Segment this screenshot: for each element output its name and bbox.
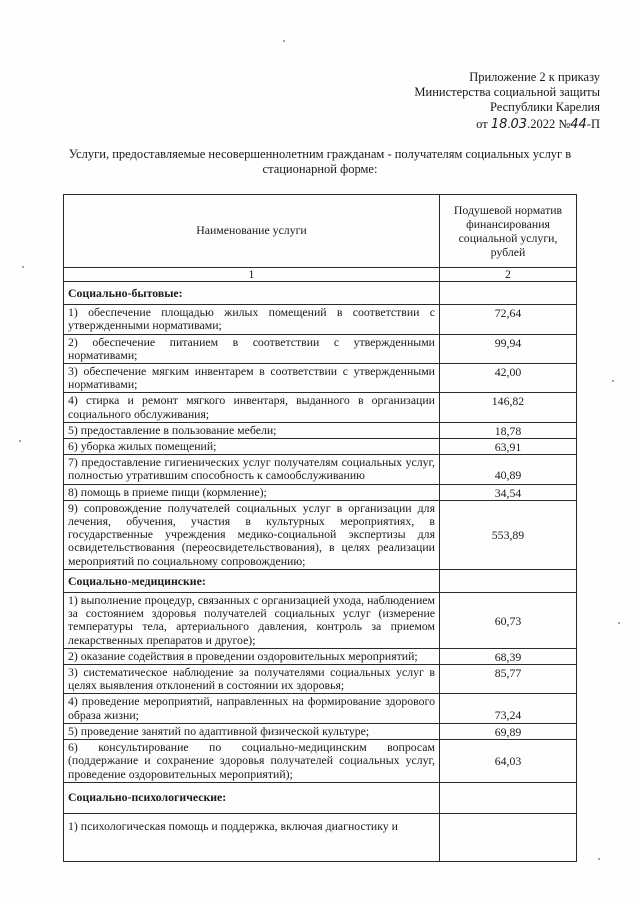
table-row (64, 305, 577, 334)
scan-speck (598, 858, 600, 860)
service-value: 72,64 (440, 305, 577, 334)
section-header-row (64, 569, 577, 592)
table-row (64, 665, 577, 694)
service-name: 9) сопровождение получателей социальных услуг в организации для лечения, обучения, участия в культурных мероприятиях, в государственные учреждения медико-социальной экспертизы для освидетельствования (переосвидетельствования), в целях реализации мероприятий по социальному сопровождению; (64, 500, 440, 569)
table-row (64, 484, 577, 500)
table-row (64, 455, 577, 484)
services-table (63, 194, 577, 862)
column-number: 1 (64, 268, 440, 282)
section-title: Социально-бытовые: (64, 282, 440, 305)
order-number: 44 (570, 117, 587, 132)
service-name: 4) проведение мероприятий, направленных на формирование здорового образа жизни; (64, 694, 440, 723)
service-value: 60,73 (440, 593, 577, 649)
table-row (64, 813, 577, 861)
service-value: 68,39 (440, 648, 577, 664)
table-row (64, 393, 577, 422)
date-year: .2022 № (527, 117, 571, 131)
service-name: 1) выполнение процедур, связанных с организацией ухода, наблюдением за состоянием здоровья получателей социальных услуг (измерение температуры тела, артериального давления, контроль за приемом лекарственных препаратов и другое); (64, 593, 440, 649)
date-prefix: от (476, 117, 488, 131)
date-day: 18 (490, 117, 508, 132)
service-value: 34,54 (440, 484, 577, 500)
scan-speck (22, 266, 24, 268)
table-row (64, 723, 577, 739)
scan-speck (283, 40, 285, 42)
service-name: 7) предоставление гигиенических услуг получателям социальных услуг, полностью утратившим способность к самообслуживанию (64, 455, 440, 484)
republic-line: Республики Карелия (489, 100, 600, 114)
table-row (64, 500, 577, 569)
section-header-row (64, 782, 577, 813)
document-title: Услуги, предоставляемые несовершеннолетним гражданам - получателям социальных услуг в стационарной форме: (68, 147, 572, 176)
section-title: Социально-психологические: (64, 782, 440, 813)
table-row (64, 334, 577, 363)
column-header-service-name: Наименование услуги (64, 195, 440, 268)
service-name: 2) оказание содействия в проведении оздоровительных мероприятий; (64, 648, 440, 664)
service-name: 1) психологическая помощь и поддержка, включая диагностику и (64, 813, 440, 861)
scan-speck (618, 622, 620, 624)
service-name: 3) обеспечение мягким инвентарем в соответствии с утвержденными нормативами; (64, 364, 440, 393)
service-name: 6) уборка жилых помещений; (64, 439, 440, 455)
table-row (64, 364, 577, 393)
table-row (64, 740, 577, 783)
service-value: 99,94 (440, 334, 577, 363)
order-date-line (414, 117, 600, 132)
service-value: 64,03 (440, 740, 577, 783)
service-value: 63,91 (440, 439, 577, 455)
section-header-row (64, 282, 577, 305)
service-name: 4) стирка и ремонт мягкого инвентаря, выданного в организации социального обслуживания; (64, 393, 440, 422)
service-name: 2) обеспечение питанием в соответствии с утвержденными нормативами; (64, 334, 440, 363)
column-number: 2 (440, 268, 577, 282)
service-value: 85,77 (440, 665, 577, 694)
service-name: 6) консультирование по социально-медицинским вопросам (поддержание и сохранение здоровья получателей социальных услуг, проведение оздоровительных мероприятий); (64, 740, 440, 783)
service-value: 42,00 (440, 364, 577, 393)
scan-speck (612, 380, 614, 382)
service-name: 5) предоставление в пользование мебели; (64, 422, 440, 438)
table-row (64, 694, 577, 723)
service-value: 146,82 (440, 393, 577, 422)
service-value: 69,89 (440, 723, 577, 739)
section-title: Социально-медицинские: (64, 569, 440, 592)
appendix-header (414, 70, 600, 132)
scan-speck (19, 440, 21, 442)
service-name: 1) обеспечение площадью жилых помещений в соответствии с утвержденными нормативами; (64, 305, 440, 334)
table-header-row (64, 195, 577, 268)
column-number-row (64, 268, 577, 282)
appendix-line: Приложение 2 к приказу (469, 70, 600, 84)
table-row (64, 439, 577, 455)
date-sep: . (507, 117, 511, 131)
service-name: 5) проведение занятий по адаптивной физической культуре; (64, 723, 440, 739)
service-value: 73,24 (440, 694, 577, 723)
service-value: 40,89 (440, 455, 577, 484)
table-row (64, 422, 577, 438)
table-row (64, 593, 577, 649)
service-name: 3) систематическое наблюдение за получателями социальных услуг в целях выявления отклонений в состоянии их здоровья; (64, 665, 440, 694)
column-header-norm: Подушевой норматив финансирования социальной услуги, рублей (440, 195, 577, 268)
service-value: 18,78 (440, 422, 577, 438)
order-suffix: -П (586, 117, 600, 131)
table-row (64, 648, 577, 664)
service-value (440, 813, 577, 861)
ministry-line: Министерства социальной защиты (414, 85, 600, 99)
service-name: 8) помощь в приеме пищи (кормление); (64, 484, 440, 500)
date-month: 03 (510, 117, 528, 132)
service-value: 553,89 (440, 500, 577, 569)
